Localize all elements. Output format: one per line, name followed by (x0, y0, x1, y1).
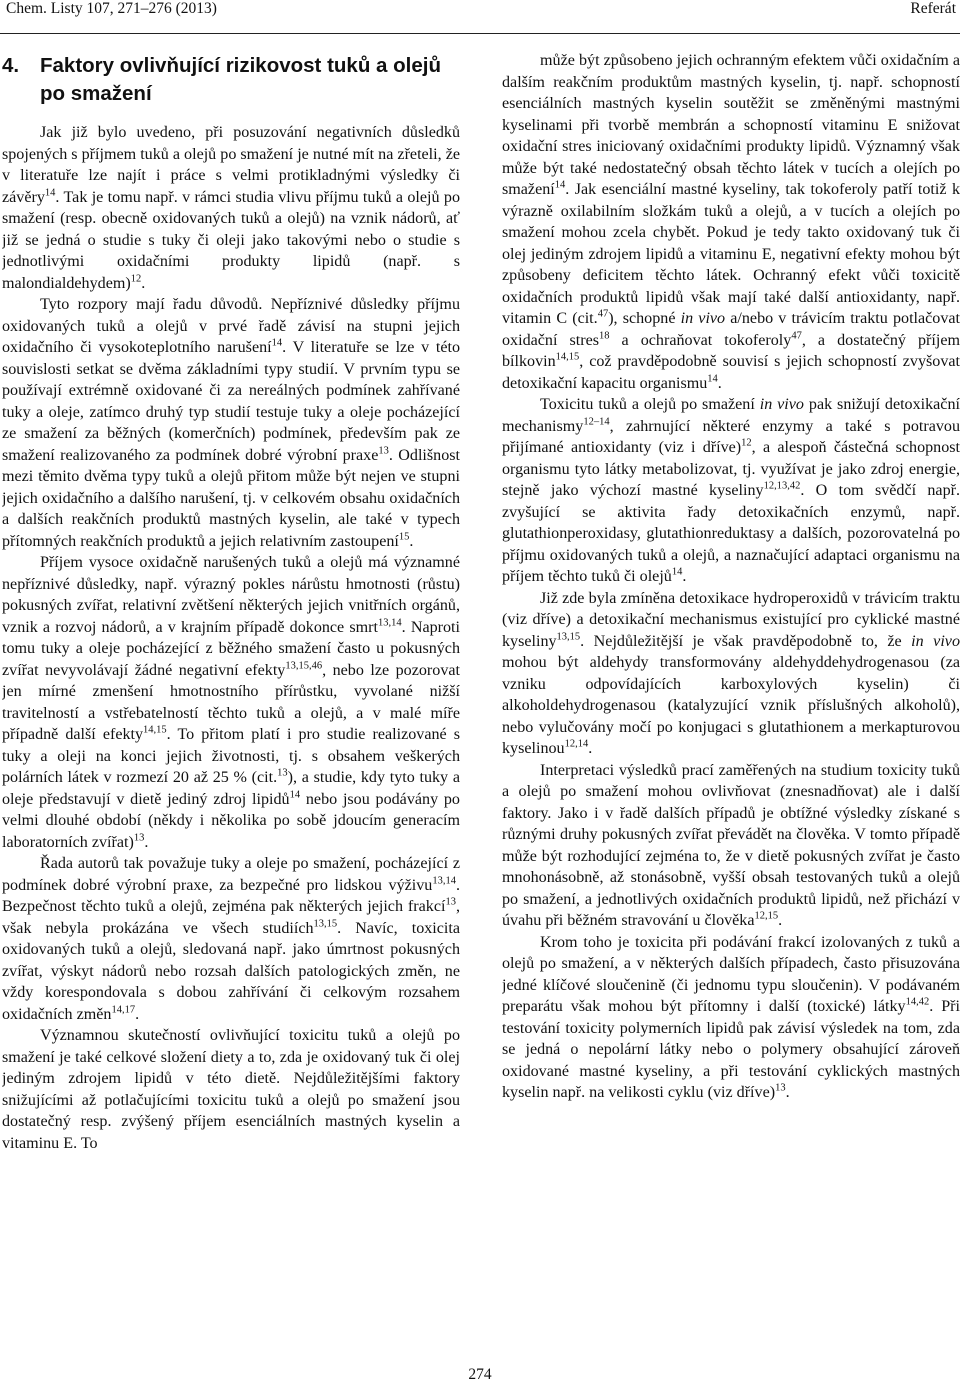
citation-superscript: 14 (554, 179, 566, 191)
citation-superscript: 12,15 (754, 910, 779, 922)
citation-superscript: 14,42 (905, 996, 930, 1008)
text-run: , však nebyla prokázána ve všech studiích (2, 898, 460, 937)
text-run: a/nebo v trávicím traktu potlačovat oxidační stres (502, 310, 960, 349)
citation-superscript: 14 (271, 337, 283, 349)
text-run: a ochraňovat tokoferoly (609, 331, 792, 349)
text-run: pak snižují detoxikační mechanismy (502, 396, 960, 435)
text-run: může být způsobeno jejich ochranným efektem vůči oxidačním a dalším reakčním produktům mastných kyselin, tj. např. schopností esenciálních mastných kyselin soutěžit se změněnými mastnými kyselinami při tvorbě membrán a schopností vitaminu E snižovat oxidační stres iniciovaný oxidačními produkty lipidů. Významný však může být také nedostatečný obsah těchto látek v tucích a olejích po smažení (502, 52, 960, 198)
section-label: Referát (910, 0, 956, 17)
section-number: 4. (2, 54, 20, 77)
paragraph (2, 552, 460, 853)
paragraph (502, 932, 960, 1104)
citation-superscript: 13,15 (313, 918, 338, 930)
citation-superscript: 14,15 (555, 351, 580, 363)
citation-superscript: 13,15 (556, 631, 581, 643)
text-run: . V literatuře se lze v této souvislosti setkat se dvěma základními typy studií. V prvním typu se používají extrémně oxidované či za nereálných podmínek zahřívané tuky a oleje, zatímco druhý typ studií testuje tuky a oleje pocházející ze smažení za běžných (komerčních) podmínek, především pak ze smažení realizovaného za podmínek dobré výrobní praxe (2, 339, 460, 464)
citation-superscript: 12,13,42 (763, 480, 801, 492)
left-column-body (2, 122, 460, 1154)
italic-term: in vivo (759, 396, 804, 413)
text-run: . Jak esenciální mastné kyseliny, tak tokoferoly patří totiž k výrazně oxilabilním složkám tuků a olejů, a v tucích a olejích po smažení mohou zcela chybět. Pokud je tedy takto oxidovaný tuk či olej jediným zdrojem lipidů a vitaminu E, negativní efekty mohou být způsobeny deficitem těchto látek. Ochranný efekt vůči toxicitě oxidačních produktů lipidů však mají také další antioxidanty, např. vitamin C (cit. (502, 181, 960, 327)
text-run: Řada autorů tak považuje tuky a oleje po smažení, pocházející z podmínek dobré výrobní praxe, za bezpečné pro lidskou výživu (2, 855, 460, 894)
citation-superscript: 14 (289, 789, 301, 801)
citation-superscript: 13 (775, 1082, 786, 1094)
citation-superscript: 14,15 (143, 724, 167, 736)
text-run: , a alespoň částečná schopnost organismu tyto látky metabolizovat, tj. využívat je jako zdroj energie, stejně jako výchozí mastné kyseliny (502, 439, 960, 499)
text-run: , a dostatečný příjem bílkovin (502, 331, 960, 370)
italic-term: in vivo (680, 310, 726, 327)
text-run: Toxicitu tuků a olejů po smažení (540, 396, 760, 413)
running-header (0, 0, 960, 34)
citation-superscript: 13 (445, 896, 456, 908)
citation-superscript: 14 (707, 373, 718, 385)
right-column (502, 50, 960, 1345)
paragraph (502, 588, 960, 760)
paragraph (2, 1025, 460, 1154)
citation-superscript: 47 (597, 308, 609, 320)
right-column-body (502, 50, 960, 1104)
text-run: . Bezpečnost těchto tuků a olejů, zejména pak některých jejich frakcí (2, 876, 460, 915)
text-run: Krom toho je toxicita při podávání frakcí izolovaných z tuků a olejů po smažení, a v některých dalších případech, často přisuzována jedné klíčové sloučenině (či jednomu typu sloučenin). V podávaném preparátu však mohou být přítomny i další (toxické) látky (502, 933, 960, 1015)
text-run: . Nejdůležitější je však pravděpodobně to, že (580, 632, 912, 650)
paragraph (502, 50, 960, 394)
citation-superscript: 12,14 (564, 738, 589, 750)
text-run: . (682, 568, 687, 585)
paragraph (2, 122, 460, 294)
header-rule (0, 33, 960, 34)
page-number: 274 (468, 1366, 492, 1383)
text-run: . Tak je tomu např. v rámci studia vlivu příjmu tuků a olejů po smažení (resp. obecně oxidovaných tuků a olejů) na vznik nádorů, ať již se jedná o studie s tuky či oleji jako takovými nebo o studie s jednotlivými oxidačními produkty lipidů (např. s malondialdehydem) (2, 188, 460, 292)
text-run: , nebo lze pozorovat jen mírné zmenšení hmotnostního přírůstku, vyvolané nižší travitelností a vstřebatelností těchto tuků a olejů, a v malé míře případně další efekty (2, 661, 460, 743)
text-run: , zahrnující některé enzymy a také s potravou přijímané antioxidanty (viz i dříve) (502, 417, 960, 456)
citation-superscript: 47 (791, 330, 802, 342)
section-title: Faktory ovlivňující rizikovost tuků a olejů po smažení (40, 54, 441, 105)
text-run: . (778, 912, 783, 929)
text-run: . (144, 833, 149, 851)
text-run: Významnou skutečností ovlivňující toxicitu tuků a olejů po smažení je také celkové složení diety a to, zda je oxidovaný tuk či olej jediným zdrojem lipidů v této dietě. Nejdůležitějšími faktory snižujícími až potlačujícími toxicitu tuků a olejů po smažení jsou dostatečný resp. zvýšený příjem esenciálních mastných kyselin a vitaminu E. To (2, 1027, 460, 1152)
citation-superscript: 14 (44, 187, 56, 199)
text-run: Příjem vysoce oxidačně narušených tuků a olejů má významné nepříznivé důsledky, např. výrazný pokles nárůstu hmotnosti (růstu) pokusných zvířat, relativní zvětšení některých jejich vnitřních orgánů, vznik a rozvoj nádorů, a v krajním případě dokonce smrt (2, 554, 460, 636)
citation-superscript: 15 (398, 531, 410, 543)
citation-superscript: 14,17 (111, 1004, 136, 1016)
text-run: , což pravděpodobně souvisí s jejich schopností zvyšovat detoxikační kapacitu organismu (502, 353, 960, 392)
citation-superscript: 12 (741, 437, 752, 449)
paragraph (2, 294, 460, 552)
text-run: . O tom svědčí např. zvyšující se aktivita řady detoxikačních enzymů, např. glutathionperoxidasy, glutathionreduktasy a dalších, pozorovatelná po příjmu oxidovaných tuků a olejů, a naznačující adaptaci organismu na příjem těchto tuků či olejů (502, 482, 960, 585)
text-run: . (785, 1084, 790, 1101)
text-run: Tyto rozpory mají řadu důvodů. Nepříznivé důsledky příjmu oxidovaných tuků a olejů v prvé řadě závisí na stupni jejich oxidačního či vysokoteplotního narušení (2, 296, 460, 356)
section-heading (2, 52, 460, 108)
journal-citation: Chem. Listy 107, 271–276 (2013) (6, 0, 217, 17)
citation-superscript: 12–14 (583, 416, 610, 428)
left-column (2, 52, 460, 1347)
text-run: . (409, 532, 414, 550)
text-run: . (717, 374, 722, 392)
text-run: ), schopné (608, 310, 681, 327)
text-run: mohou být aldehydy transformovány aldehyddehydrogenasou (za vzniku odpovídajících karboxylových kyselin) či alkoholdehydrogenasou (katalyzující vznik příslušných alkoholů), nebo vylučovány močí po konjugaci s glutathionem a merkapturovou kyselinou (502, 654, 960, 757)
text-run: . Odlišnost mezi těmito dvěma typy tuků a olejů přitom může být nejen ve stupni jejich oxidačního a dalšího narušení, tj. v celkovém obsahu oxidačních a dalších reakčních produktů mastných kyselin, ale také v typech přítomných reakčních produktů a jejich relativním zastoupení (2, 446, 460, 550)
text-run: . (588, 740, 593, 757)
citation-superscript: 12 (130, 273, 142, 285)
text-run: Již zde byla zmíněna detoxikace hydroperoxidů v trávicím traktu (viz dříve) a detoxikační mechanismus existující pro cyklické mastné kyseliny (502, 589, 960, 650)
text-run: nebo jsou podávány po velmi dlouhé období (někdy i několika po sobě jdoucím generacím laboratorních zvířat) (2, 790, 460, 851)
citation-superscript: 18 (598, 330, 610, 342)
text-run: . (135, 1005, 140, 1023)
text-run: Jak již bylo uvedeno, při posuzování negativních důsledků spojených s příjmem tuků a olejů po smažení je nutné mít na zřeteli, že v literatuře lze najít i práce s velmi protikladnými výsledky či závěry (2, 124, 460, 206)
text-run: ), a studie, kdy tyto tuky a oleje představují v dietě jediný zdroj lipidů (2, 769, 460, 808)
text-run: . Při testování toxicity polymerních lipidů pak závisí výsledek na tom, zda se jedná o nepolární látky nebo o polymery obsahující zároveň oxidované mastné kyseliny, a při testování cyklických mastných kyselin např. na velikosti cyklu (viz dříve) (502, 998, 960, 1101)
paragraph (2, 853, 460, 1025)
text-run: . To přitom platí i pro studie realizované s tuky a oleji na konci jejich životnosti, tj. s obsahem veškerých polárních látek v rozmezí 20 až 25 % (cit. (2, 726, 460, 786)
text-run: Interpretaci výsledků prací zaměřených na studium toxicity tuků a olejů po smažení mohou ovlivňovat (znesnadňovat) ale i další faktory. Jako i v řadě dalších případů je obtížné výsledky získané s různými druhy pokusných zvířat převádět na člověka. V tomto případě může být rozhodující zejména to, že v dietě pokusných zvířat je často mnohonásobně, až stonásobně, vyšší obsah testovaných tuků a olejů po smažení, a jednotlivých oxidačních produktů lipidů, než přichází v úvahu při běžném stravování u člověka (502, 761, 960, 929)
text-run: . Naproti tomu tuky a oleje pocházející z běžného smažení často u pokusných zvířat nevyvolávají žádné negativní efekty (2, 618, 460, 679)
italic-term: in vivo (911, 632, 960, 650)
text-run: . Navíc, toxicita oxidovaných tuků a olejů, sledovaná např. jako úmrtnost pokusných zvířat, výskyt nádorů nebo rozsah dalších patologických změn, ne vždy korespondovala s dobou zahřívání či celkovým rozsahem oxidačních změn (2, 919, 460, 1023)
paragraph (502, 394, 960, 588)
citation-superscript: 13 (277, 767, 288, 779)
paragraph (502, 760, 960, 932)
citation-superscript: 13 (133, 832, 145, 844)
citation-superscript: 13,14 (378, 617, 402, 629)
citation-superscript: 13,15,46 (285, 660, 323, 672)
citation-superscript: 13 (378, 445, 389, 457)
text-run: . (141, 274, 146, 292)
citation-superscript: 13,14 (432, 875, 456, 887)
citation-superscript: 14 (671, 566, 683, 578)
